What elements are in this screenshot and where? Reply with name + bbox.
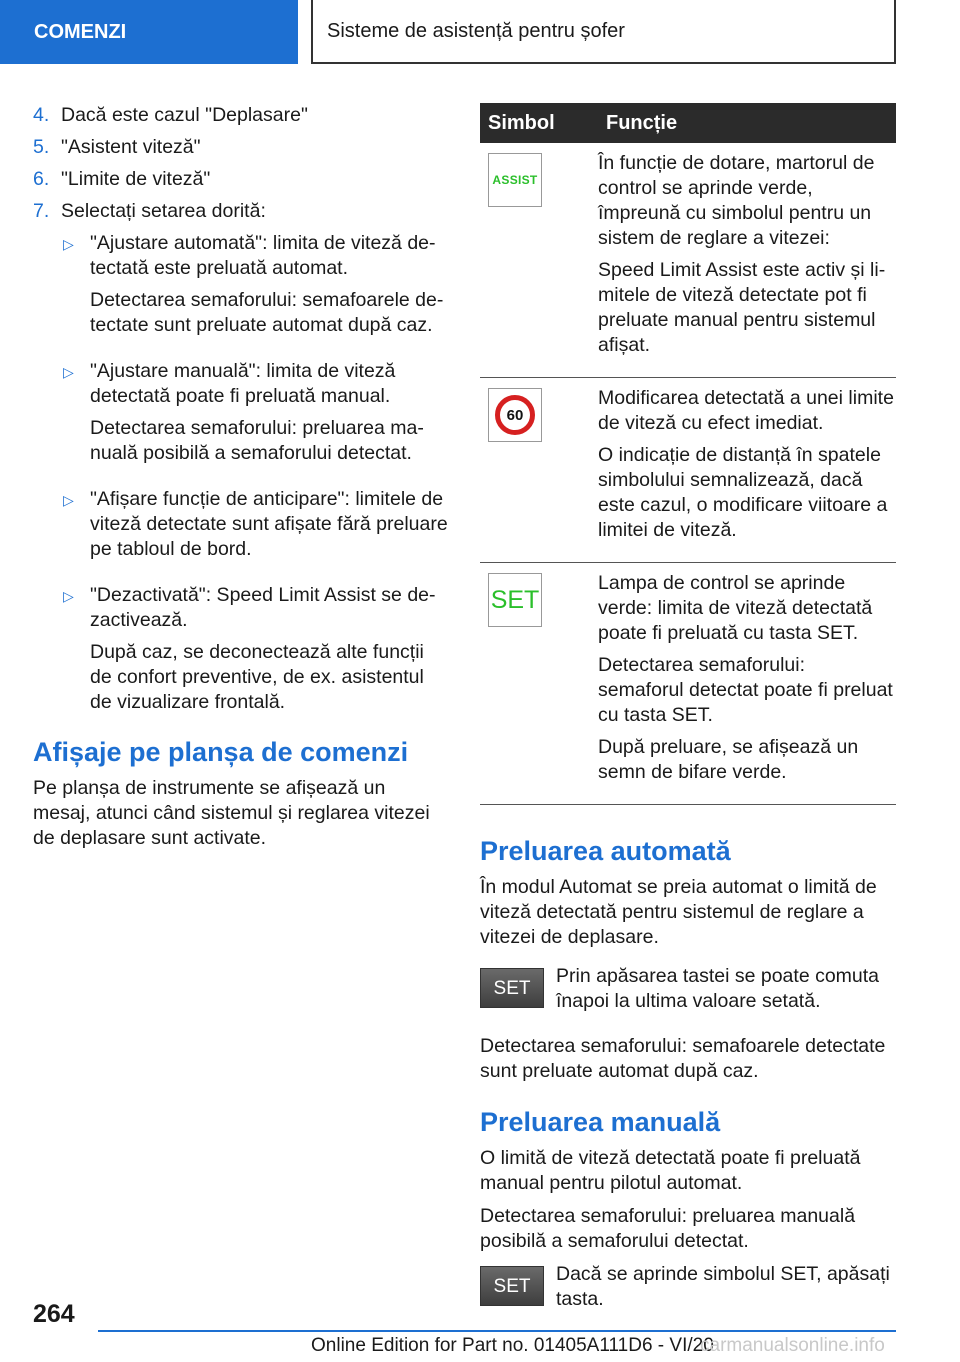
assist-icon bbox=[488, 153, 542, 207]
section-heading: Preluarea automată bbox=[480, 836, 731, 866]
step-number: 4. bbox=[33, 104, 50, 126]
symbol-cell bbox=[480, 378, 584, 563]
option-detail: După caz, se deconectează alte funcții de confort preventive, de ex. asistentul de vizualizare frontală. bbox=[90, 641, 424, 713]
function-cell bbox=[584, 378, 896, 563]
set-button-label: SET bbox=[493, 1275, 531, 1297]
function-text: Detectarea semaforului: semaforul detectat poate fi preluat cu tasta SET. bbox=[598, 654, 893, 726]
set-button-row bbox=[480, 1262, 896, 1312]
set-button-icon bbox=[480, 1266, 544, 1306]
function-text: După preluare, se afișează un semn de bifare verde. bbox=[598, 736, 859, 783]
set-button-label: SET bbox=[493, 977, 531, 999]
section-header bbox=[311, 0, 896, 64]
chapter-tab[interactable] bbox=[0, 0, 298, 64]
symbol-column-header: Simbol bbox=[480, 103, 584, 143]
option-bullet bbox=[33, 231, 448, 281]
symbol-cell bbox=[480, 563, 584, 805]
speed-limit-value: 60 bbox=[506, 406, 524, 424]
paragraph: O limită de viteză detectată poate fi preluată manual pentru pilotul automat. bbox=[480, 1147, 861, 1194]
triangle-bullet-icon: ▷ bbox=[63, 364, 74, 380]
paragraph: În modul Automat se preia automat o limită de viteză detectată pentru sistemul de reglare a vitezei de deplasare. bbox=[480, 876, 877, 948]
function-text: Lampa de control se aprinde verde: limita de viteză detectată poate fi preluată cu tasta SET. bbox=[598, 572, 873, 644]
edition-text: Online Edition for Part no. 01405A111D6 - VI/20 bbox=[311, 1335, 714, 1356]
step-number: 5. bbox=[33, 136, 50, 158]
step-text: "Limite de viteză" bbox=[61, 168, 211, 190]
paragraph: Detectarea semaforului: preluarea manuală posibilă a semaforului detectat. bbox=[480, 1205, 856, 1252]
button-description: Prin apăsarea tastei se poate comuta înapoi la ultima valoare setată. bbox=[556, 965, 880, 1012]
set-button-icon bbox=[480, 968, 544, 1008]
function-cell bbox=[584, 143, 896, 378]
function-column-header: Funcție bbox=[584, 103, 896, 143]
symbol-table bbox=[480, 103, 896, 805]
function-cell bbox=[584, 563, 896, 805]
option-bullet bbox=[33, 359, 448, 409]
option-text: "Dezactivată": Speed Limit Assist se dezactivează. bbox=[90, 584, 436, 631]
triangle-bullet-icon: ▷ bbox=[63, 236, 74, 252]
right-column bbox=[480, 103, 896, 1332]
option-detail: Detectarea semaforului: preluarea manuală posibilă a semaforului detectat. bbox=[90, 417, 424, 464]
table-row bbox=[480, 563, 896, 805]
triangle-bullet-icon: ▷ bbox=[63, 588, 74, 604]
footer-divider bbox=[98, 1330, 896, 1332]
step-text: "Asistent viteză" bbox=[61, 136, 201, 158]
paragraph: Pe planșa de instrumente se afișează un mesaj, atunci când sistemul și reglarea vitezei de deplasare sunt activate. bbox=[33, 777, 430, 849]
symbol-cell bbox=[480, 143, 584, 378]
section-heading: Preluarea manuală bbox=[480, 1107, 721, 1137]
speed-limit-60-icon bbox=[488, 388, 542, 442]
option-text: "Ajustare automată": limita de viteză detectată este preluată automat. bbox=[90, 232, 436, 279]
step-text: Dacă este cazul "Deplasare" bbox=[61, 104, 308, 126]
set-icon-label: SET bbox=[490, 585, 540, 614]
chapter-title: COMENZI bbox=[34, 20, 127, 43]
triangle-bullet-icon: ▷ bbox=[63, 492, 74, 508]
step-item bbox=[33, 199, 448, 224]
option-bullet bbox=[33, 583, 448, 633]
left-column bbox=[33, 103, 448, 859]
watermark: carmanualsonline.info bbox=[700, 1335, 885, 1356]
option-detail: Detectarea semaforului: semafoarele detectate sunt preluate automat după caz. bbox=[90, 289, 444, 336]
section-heading: Afișaje pe planșa de comenzi bbox=[33, 737, 409, 767]
step-number: 7. bbox=[33, 200, 50, 222]
paragraph: Detectarea semaforului: semafoarele detectate sunt preluate automat după caz. bbox=[480, 1035, 886, 1082]
assist-icon-label: ASSIST bbox=[492, 172, 538, 187]
table-row bbox=[480, 143, 896, 378]
function-text: În funcție de dotare, martorul de control se aprinde verde, împreună cu simbolul pentru un sistem de reglare a vitezei: bbox=[598, 152, 875, 249]
button-description: Dacă se aprinde simbolul SET, apăsați tasta. bbox=[556, 1263, 890, 1310]
function-text: Modificarea detectată a unei limite de viteză cu efect imediat. bbox=[598, 387, 894, 434]
step-item bbox=[33, 103, 448, 128]
function-text: Speed Limit Assist este activ și limitele de viteză detectate pot fi preluate manual pentru sistemul afișat. bbox=[598, 259, 886, 356]
page-number: 264 bbox=[33, 1300, 75, 1328]
table-header-row bbox=[480, 103, 896, 143]
option-text: "Ajustare manuală": limita de viteză detectată poate fi preluată manual. bbox=[90, 360, 396, 407]
option-bullet bbox=[33, 487, 448, 562]
function-text: O indicație de distanță în spatele simbolului semnalizează, dacă este cazul, o modificare viitoare a limitei de viteză. bbox=[598, 444, 888, 541]
table-row bbox=[480, 378, 896, 563]
set-button-row bbox=[480, 964, 896, 1014]
step-text: Selectați setarea dorită: bbox=[61, 200, 266, 222]
option-text: "Afișare funcție de anticipare": limitele de viteză detectate sunt afișate fără preluare pe tabloul de bord. bbox=[90, 488, 448, 560]
section-title: Sisteme de asistență pentru șofer bbox=[327, 19, 625, 42]
step-item bbox=[33, 135, 448, 160]
step-item bbox=[33, 167, 448, 192]
set-icon bbox=[488, 573, 542, 627]
step-number: 6. bbox=[33, 168, 50, 190]
